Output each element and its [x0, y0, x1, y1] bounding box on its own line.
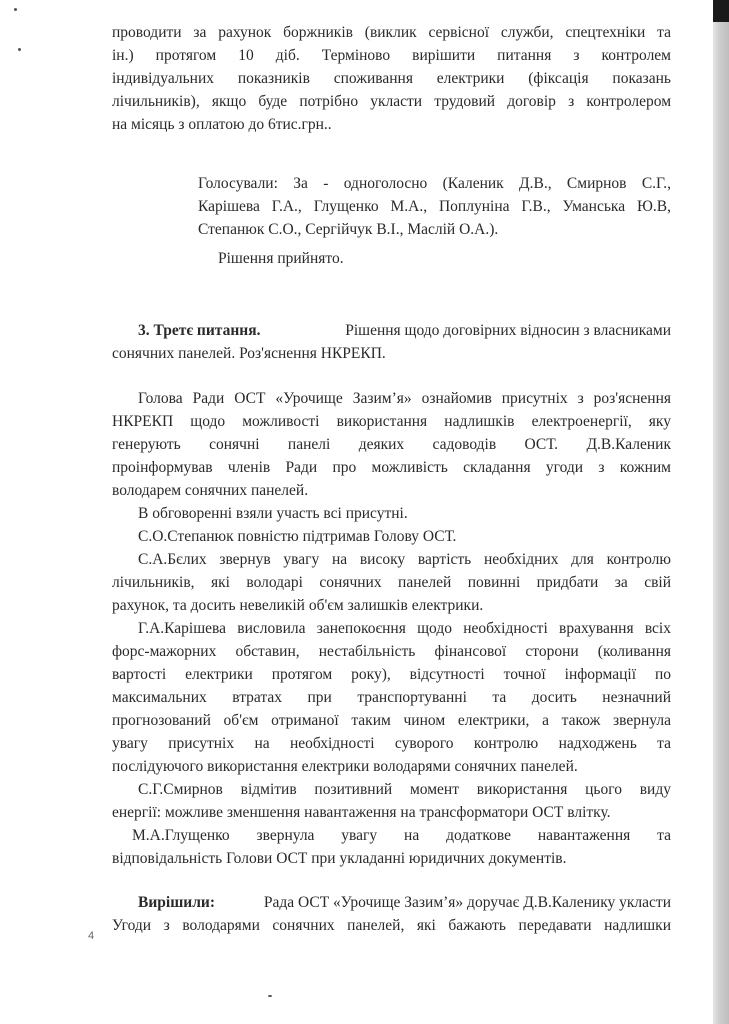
body-line: максимальних втратах при транспортуванні та досить незначний — [112, 689, 671, 706]
scan-speck — [268, 995, 272, 997]
body-line: проінформував членів Ради про можливість складання угоди з кожним — [112, 459, 671, 476]
vote-line: Голосували: За - одноголосно (Каленик Д.В., Смирнов С.Г., — [198, 175, 671, 192]
decision-text: Рада ОСТ «Урочище Зазим’я» доручає Д.В.Каленику укласти — [263, 894, 671, 911]
body-line: рахунок, та досить невеликій об'єм залишків електрики. — [112, 597, 484, 614]
body-line: С.А.Бєлих звернув увагу на високу вартість необхідних для контролю — [138, 551, 671, 568]
scan-speck — [18, 48, 21, 51]
continuation-line: проводити за рахунок боржників (виклик сервісної служби, спецтехніки та — [112, 24, 671, 41]
item3-title-cont: сонячних панелей. Роз'яснення НКРЕКП. — [112, 345, 386, 362]
body-line: генерують сонячні панелі деяких садоводів ОСТ. Д.В.Каленик — [112, 436, 671, 453]
continuation-line: індивідуальних показників споживання електрики (фіксація показань — [112, 70, 671, 87]
continuation-line: ін.) протягом 10 діб. Терміново вирішити питання з контролем — [112, 47, 671, 64]
item3-heading: 3. Третє питання. — [138, 322, 261, 339]
body-line: вартості електрики протягом року), відсутності точної інформації по — [112, 666, 671, 683]
body-line: В обговоренні взяли участь всі присутні. — [138, 505, 408, 522]
scan-edge-dark-corner — [713, 0, 729, 22]
body-line: Г.А.Карішева висловила занепокоєння щодо необхідності врахування всіх — [138, 620, 671, 637]
item3-heading-line — [138, 321, 671, 341]
body-line: Голова Ради ОСТ «Урочище Зазим’я» ознайомив присутніх з роз'яснення — [138, 390, 671, 407]
body-line: відповідальність Голови ОСТ при укладанні юридичних документів. — [112, 850, 567, 867]
decision-label: Вирішили: — [138, 894, 216, 911]
item3-title: Рішення щодо договірних відносин з власниками — [345, 322, 671, 339]
body-line: лічильників, які володарі сонячних панелей повинні придбати за свій — [112, 574, 671, 591]
body-line: С.Г.Смирнов відмітив позитивний момент використання цього виду — [138, 781, 671, 798]
scan-speck — [14, 8, 17, 11]
body-line: послідуючого використання електрики володарями сонячних панелей. — [112, 758, 578, 775]
vote-line: Карішева Г.А., Глущенко М.А., Поплуніна Г.В., Уманська Ю.В, — [198, 198, 671, 215]
body-line: НКРЕКП щодо можливості використання надлишків електроенергії, яку — [112, 413, 671, 430]
decision-line — [138, 893, 671, 913]
decision-line: Угоди з володарями сонячних панелей, які бажають передавати надлишки — [112, 917, 671, 934]
body-line: прогнозований об'єм отриманої таким чином електрики, а також звернула — [112, 712, 671, 729]
body-line: увагу присутніх на необхідності суворого контролю надходжень та — [112, 735, 671, 752]
body-line: С.О.Степанюк повністю підтримав Голову ОСТ. — [138, 528, 457, 545]
vote-line: Степанюк С.О., Сергійчук В.І., Маслій О.А.). — [198, 221, 499, 238]
vote-result: Рішення прийнято. — [218, 250, 344, 267]
scan-edge-shadow — [713, 0, 729, 1024]
body-line: форс-мажорних обставин, нестабільність фінансової сторони (коливання — [112, 643, 671, 660]
continuation-line: лічильників), якщо буде потрібно укласти трудовий договір з контролером — [112, 93, 671, 110]
body-line: М.А.Глущенко звернула увагу на додаткове навантаження та — [132, 827, 671, 844]
body-line: володарем сонячних панелей. — [112, 482, 309, 499]
continuation-line: на місяць з оплатою до 6тис.грн.. — [112, 116, 332, 133]
body-line: енергії: можливе зменшення навантаження на трансформатори ОСТ влітку. — [112, 804, 611, 821]
page-number: 4 — [88, 930, 95, 942]
